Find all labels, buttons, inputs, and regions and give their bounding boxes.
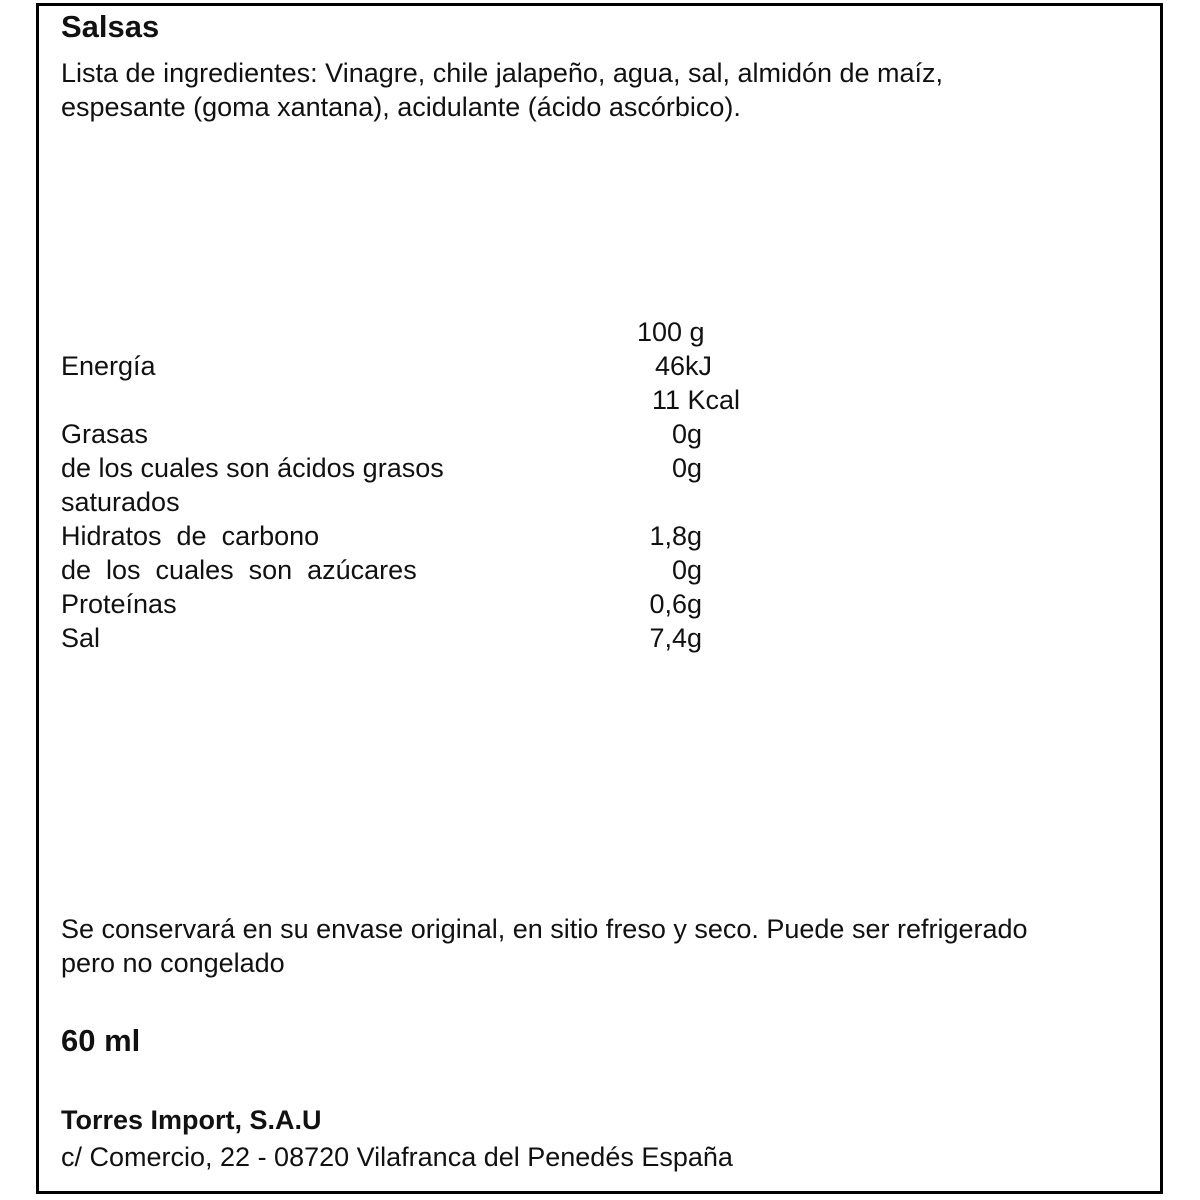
- company-name: Torres Import, S.A.U: [61, 1105, 322, 1135]
- nutrition-label: Energía: [61, 351, 156, 381]
- nutrition-label: Sal: [61, 623, 101, 653]
- nutrition-row: [39, 451, 1160, 485]
- category-title: Salsas: [61, 9, 160, 44]
- nutrition-row: [39, 417, 1160, 451]
- ingredients-line-2: espesante (goma xantana), acidulante (ácido ascórbico).: [61, 92, 741, 122]
- storage-line-2: pero no congelado: [61, 948, 285, 978]
- nutrition-value: 1,8g: [649, 521, 702, 551]
- ingredients-text: [61, 56, 1121, 124]
- nutrition-row: [39, 349, 1160, 383]
- nutrition-label: saturados: [61, 487, 180, 517]
- net-volume: 60 ml: [61, 1023, 141, 1058]
- label-frame: [36, 3, 1163, 1194]
- nutrition-row: [39, 587, 1160, 621]
- nutrition-row: [39, 621, 1160, 655]
- nutrition-row: [39, 383, 1160, 417]
- nutrition-label: Proteínas: [61, 589, 177, 619]
- nutrition-value: 0,6g: [649, 589, 702, 619]
- nutrition-label: Grasas: [61, 419, 149, 449]
- nutrition-row: [39, 553, 1160, 587]
- storage-line-1: Se conservará en su envase original, en sitio freso y seco. Puede ser refrigerado: [61, 914, 1028, 944]
- nutrition-per-header: 100 g: [637, 317, 705, 347]
- nutrition-value: 0g: [671, 555, 702, 585]
- nutrition-value: 7,4g: [649, 623, 702, 653]
- nutrition-label: de los cuales son azúcares: [61, 555, 417, 585]
- nutrition-value: 0g: [671, 419, 702, 449]
- nutrition-label: Hidratos de carbono: [61, 521, 320, 551]
- nutrition-label: de los cuales son ácidos grasos: [61, 453, 444, 483]
- ingredients-line-1: Lista de ingredientes: Vinagre, chile jalapeño, agua, sal, almidón de maíz,: [61, 58, 944, 88]
- nutrition-row: [39, 485, 1160, 519]
- nutrition-value: 0g: [671, 453, 702, 483]
- nutrition-row: [39, 519, 1160, 553]
- company-address: c/ Comercio, 22 - 08720 Vilafranca del Penedés España: [61, 1142, 733, 1172]
- storage-instructions: [61, 912, 1141, 980]
- nutrition-value: 46kJ: [654, 351, 712, 381]
- nutrition-value: 11 Kcal: [651, 385, 740, 415]
